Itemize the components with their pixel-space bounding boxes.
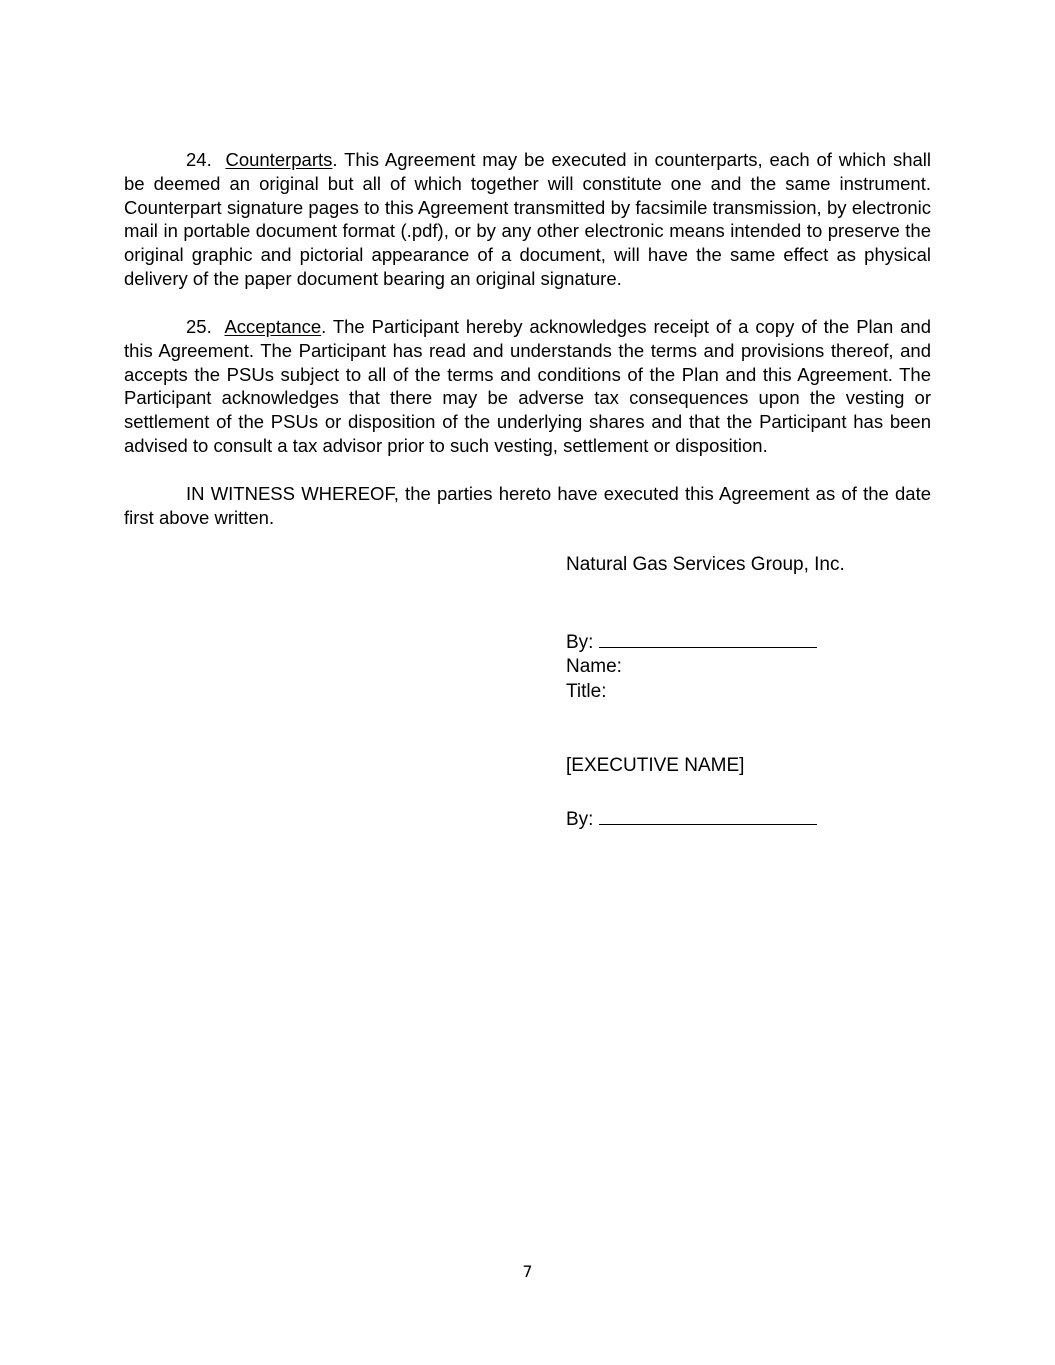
witness-text: IN WITNESS WHEREOF, the parties hereto have executed this Agreement as of the date first above written. [124, 483, 931, 528]
executive-signature-row [566, 806, 817, 832]
section-25-number: 25. [186, 316, 212, 337]
section-24-heading: Counterparts [225, 149, 333, 170]
by-label: By: [566, 809, 594, 830]
by-label: By: [566, 632, 594, 653]
company-name: Natural Gas Services Group, Inc. [566, 554, 845, 575]
executive-name: [EXECUTIVE NAME] [566, 755, 745, 776]
section-25-heading: Acceptance [224, 316, 322, 337]
section-25-text: . The Participant hereby acknowledges receipt of a copy of the Plan and this Agreement. The Participant has read and understands the terms and provisions thereof, and accepts the PSUs subject to all of the terms and conditions of the Plan and this Agreement. The Participant acknowledges that there may be adverse tax consequences upon the vesting or settlement of the PSUs or disposition of the underlying shares and that the Participant has been advised to consult a tax advisor prior to such vesting, settlement or disposition. [124, 316, 931, 456]
name-label: Name: [566, 656, 622, 677]
executive-signature-line[interactable] [599, 806, 817, 825]
section-24-number: 24. [186, 149, 212, 170]
section-25-paragraph [124, 315, 931, 458]
witness-paragraph [124, 482, 931, 530]
section-24-text: . This Agreement may be executed in counterparts, each of which shall be deemed an original but all of which together will constitute one and the same instrument. Counterpart signature pages to this Agreement transmitted by facsimile transmission, by electronic mail in portable document format (.pdf), or by any other electronic means intended to preserve the original graphic and pictorial appearance of a document, will have the same effect as physical delivery of the paper document bearing an original signature. [124, 149, 931, 289]
company-signature-line[interactable] [599, 629, 817, 648]
company-signature-row [566, 629, 817, 655]
page-number: 7 [522, 1262, 533, 1281]
section-24-paragraph [124, 148, 931, 291]
title-label: Title: [566, 681, 607, 702]
